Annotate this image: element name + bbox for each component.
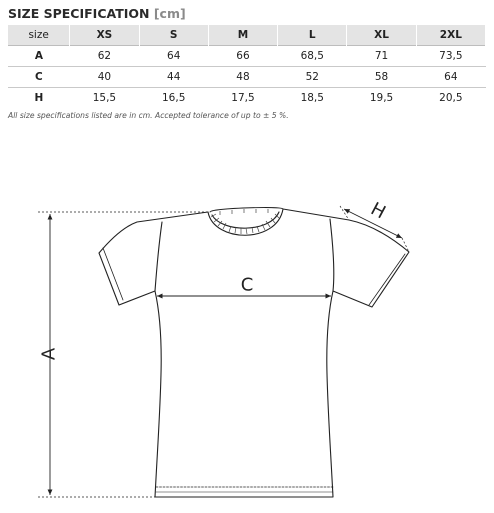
table-cell: 19,5	[347, 88, 416, 109]
title-unit: [cm]	[153, 6, 186, 21]
title-text: SIZE SPECIFICATION	[8, 6, 150, 21]
label-c: C	[240, 274, 254, 296]
column-header: L	[278, 25, 347, 46]
table-cell: 62	[70, 46, 139, 67]
tshirt-outline	[99, 209, 409, 497]
table-cell: 64	[416, 67, 485, 88]
table-cell: 16,5	[139, 88, 208, 109]
column-header: M	[208, 25, 277, 46]
column-header: XL	[347, 25, 416, 46]
table-cell: 52	[278, 67, 347, 88]
row-header: C	[8, 67, 70, 88]
table-cell: 48	[208, 67, 277, 88]
label-h: H	[367, 198, 389, 224]
column-header: XS	[70, 25, 139, 46]
right-sleeve-hem	[369, 254, 405, 305]
dimension-a	[38, 212, 208, 497]
tolerance-note: All size specifications listed are in cm. Accepted tolerance of up to ± 5 %.	[8, 111, 289, 120]
left-sleeve-seam	[155, 222, 162, 291]
table-cell: 18,5	[278, 88, 347, 109]
left-sleeve-hem	[103, 248, 123, 300]
table-cell: 64	[139, 46, 208, 67]
collar-rib	[210, 208, 283, 212]
table-cell: 66	[208, 46, 277, 67]
table-cell: 68,5	[278, 46, 347, 67]
table-cell: 15,5	[70, 88, 139, 109]
table-cell: 58	[347, 67, 416, 88]
column-header: 2XL	[416, 25, 485, 46]
right-sleeve-seam	[330, 219, 334, 291]
table-cell: 73,5	[416, 46, 485, 67]
column-header: size	[8, 25, 70, 46]
label-a: A	[38, 347, 60, 361]
row-header: A	[8, 46, 70, 67]
table-cell: 17,5	[208, 88, 277, 109]
collar-rib-texture	[211, 209, 279, 234]
table-cell: 44	[139, 67, 208, 88]
row-header: H	[8, 88, 70, 109]
table-cell: 71	[347, 46, 416, 67]
table-cell: 20,5	[416, 88, 485, 109]
column-header: S	[139, 25, 208, 46]
table-cell: 40	[70, 67, 139, 88]
